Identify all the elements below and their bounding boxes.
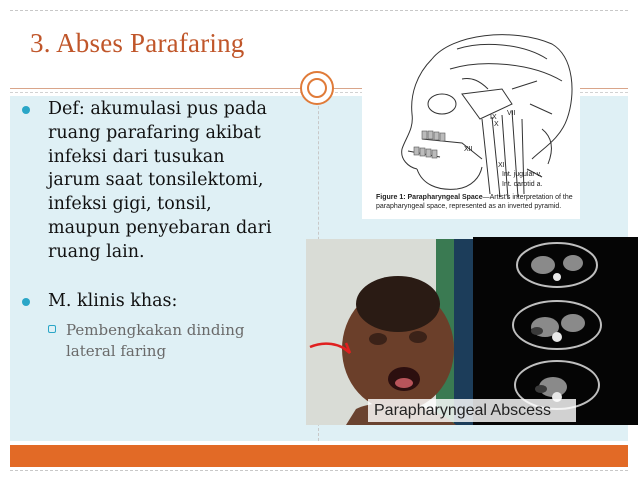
- bullet-line: jarum saat tonsilektomi,: [48, 170, 264, 191]
- bullet-dot-icon: [22, 298, 30, 306]
- bottom-dashed-border: [10, 470, 628, 471]
- photo-label: Parapharyngeal Abscess: [368, 399, 576, 422]
- sub-bullet-line: lateral faring: [66, 342, 167, 361]
- label-carotid: Int. carotid a.: [502, 181, 543, 188]
- bullet-dot-icon: [22, 106, 30, 114]
- bullet-line: Def: akumulasi pus pada: [48, 99, 267, 119]
- bullet-line: infeksi dari tusukan: [48, 146, 225, 167]
- bullet-line: ruang parafaring akibat: [48, 122, 261, 143]
- caption-rest: —Artist's interpretation of the parapharyngeal space, represented as an inverted pyramid.: [376, 194, 573, 210]
- skull-drawing: [362, 19, 580, 219]
- ct-scan-illustration: [473, 237, 638, 425]
- bullet-definition: [18, 98, 308, 265]
- sub-bullet-square-icon: [48, 325, 56, 333]
- label-jugular: Int. jugular v.: [502, 171, 542, 178]
- bullet-line: M. klinis khas:: [48, 290, 178, 311]
- bullet-line: maupun penyebaran dari: [48, 217, 272, 238]
- patient-photo-illustration: [306, 239, 476, 425]
- bullet-line: ruang lain.: [48, 241, 145, 262]
- sub-bullet-swelling: [48, 320, 308, 362]
- label-xii: XII: [464, 146, 473, 153]
- label-xi: XI: [498, 162, 505, 169]
- sub-bullet-line: Pembengkakan dinding: [66, 321, 245, 340]
- slide-title: 3. Abses Parafaring: [30, 28, 245, 58]
- caption-bold: Figure 1: Parapharyngeal Space: [376, 194, 483, 201]
- patient-photo: [306, 239, 476, 425]
- bullet-list: [18, 98, 308, 362]
- decorative-inner-circle: [307, 78, 327, 98]
- anatomy-figure: [362, 19, 580, 219]
- top-dashed-border: [10, 10, 628, 11]
- bottom-accent-bar: [10, 445, 628, 467]
- ct-scan-image: [473, 237, 638, 425]
- label-vii: VII: [507, 110, 516, 117]
- bullet-line: infeksi gigi, tonsil,: [48, 194, 212, 215]
- label-ix: IX: [490, 114, 497, 121]
- label-x: X: [494, 121, 499, 128]
- bullet-clinical: [18, 290, 308, 314]
- figure-caption: [376, 193, 578, 211]
